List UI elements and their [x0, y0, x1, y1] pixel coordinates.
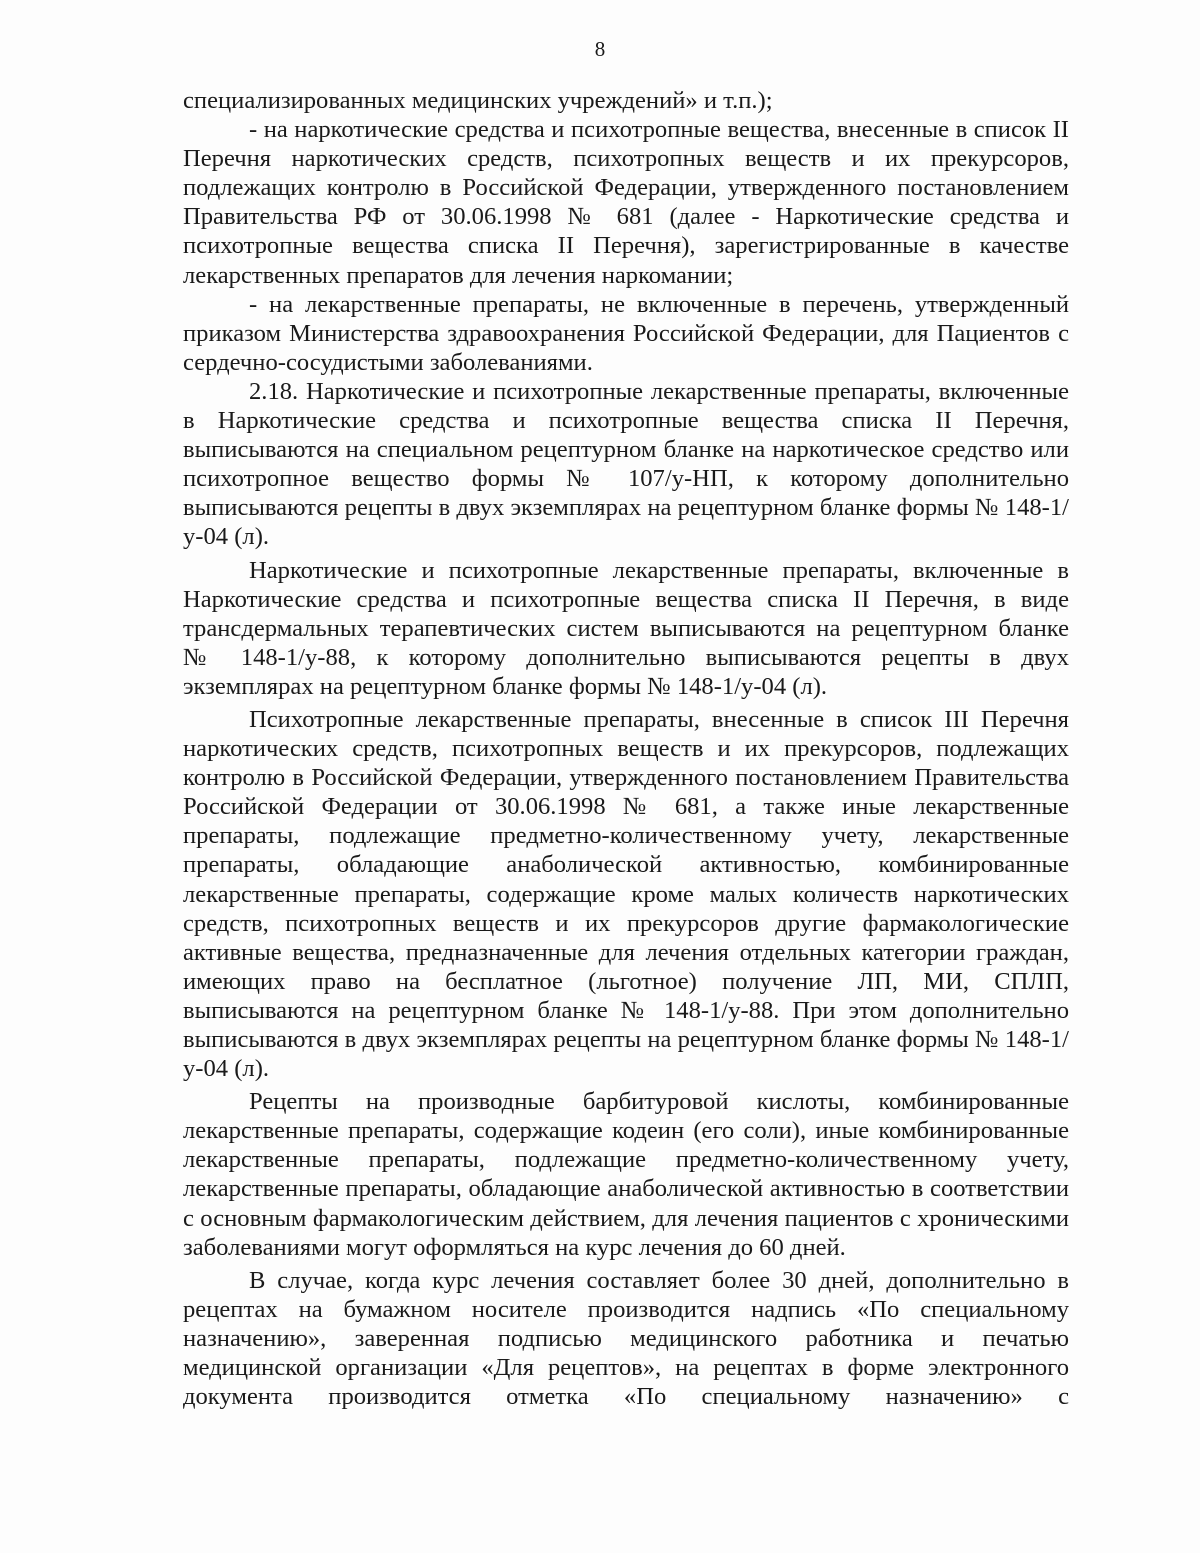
paragraph-1: специализированных медицинских учреждений» и т.п.);: [183, 87, 773, 114]
paragraph-8: В случае, когда курс лечения составляет более 30 дней, дополнительно в рецептах на бумажном носителе производится надпись «По специальному назначению», заверенная подписью медицинского работника и печатью медицинской организации «Для рецептов», на рецептах в форме электронного документа производится отметка «По специальному назначению» с: [183, 1266, 1069, 1411]
paragraph-4: 2.18. Наркотические и психотропные лекарственные препараты, включенные в Наркотические средства и психотропные вещества списка II Перечня, выписываются на специальном рецептурном бланке на наркотическое средство или психотропное вещество формы № 107/у-НП, к которому дополнительно выписываются рецепты в двух экземплярах на рецептурном бланке формы № 148-1/у-04 (л).: [183, 377, 1069, 551]
paragraph-3: - на лекарственные препараты, не включенные в перечень, утвержденный приказом Министерства здравоохранения Российской Федерации, для Пациентов с сердечно-сосудистыми заболеваниями.: [183, 290, 1069, 376]
paragraph-6: Психотропные лекарственные препараты, внесенные в список III Перечня наркотических средств, психотропных веществ и их прекурсоров, подлежащих контролю в Российской Федерации, утвержденного постановлением Правительства Российской Федерации от 30.06.1998 № 681, а также иные лекарственные препараты, подлежащие предметно-количественному учету, лекарственные препараты, обладающие анаболической активностью, комбинированные лекарственные препараты, содержащие кроме малых количеств наркотических средств, психотропных веществ и их прекурсоров другие фармакологические активные вещества, предназначенные для лечения отдельных категории граждан, имеющих право на бесплатное (льготное) получение ЛП, МИ, СПЛП, выписываются на рецептурном бланке № 148-1/у-88. При этом дополнительно выписываются в двух экземплярах рецепты на рецептурном бланке формы № 148-1/у-04 (л).: [183, 705, 1069, 1083]
paragraph-2: - на наркотические средства и психотропные вещества, внесенные в список II Перечня наркотических средств, психотропных веществ и их прекурсоров, подлежащих контролю в Российской Федерации, утвержденного постановлением Правительства РФ от 30.06.1998 № 681 (далее - Наркотические средства и психотропные вещества списка II Перечня), зарегистрированные в качестве лекарственных препаратов для лечения наркомании;: [183, 116, 1069, 289]
page-number: 8: [594, 37, 606, 61]
paragraph-7: Рецепты на производные барбитуровой кислоты, комбинированные лекарственные препараты, содержащие кодеин (его соли), иные комбинированные лекарственные препараты, подлежащие предметно-количественному учету, лекарственные препараты, обладающие анаболической активностью в соответствии с основным фармакологическим действием, для лечения пациентов с хроническими заболеваниями могут оформляться на курс лечения до 60 дней.: [183, 1088, 1069, 1261]
paragraph-5: Наркотические и психотропные лекарственные препараты, включенные в Наркотические средства и психотропные вещества списка II Перечня, в виде трансдермальных терапевтических систем выписываются на рецептурном бланке № 148-1/у-88, к которому дополнительно выписываются рецепты в двух экземплярах на рецептурном бланке формы № 148-1/у-04 (л).: [183, 556, 1069, 700]
document-body: [183, 86, 1069, 1411]
